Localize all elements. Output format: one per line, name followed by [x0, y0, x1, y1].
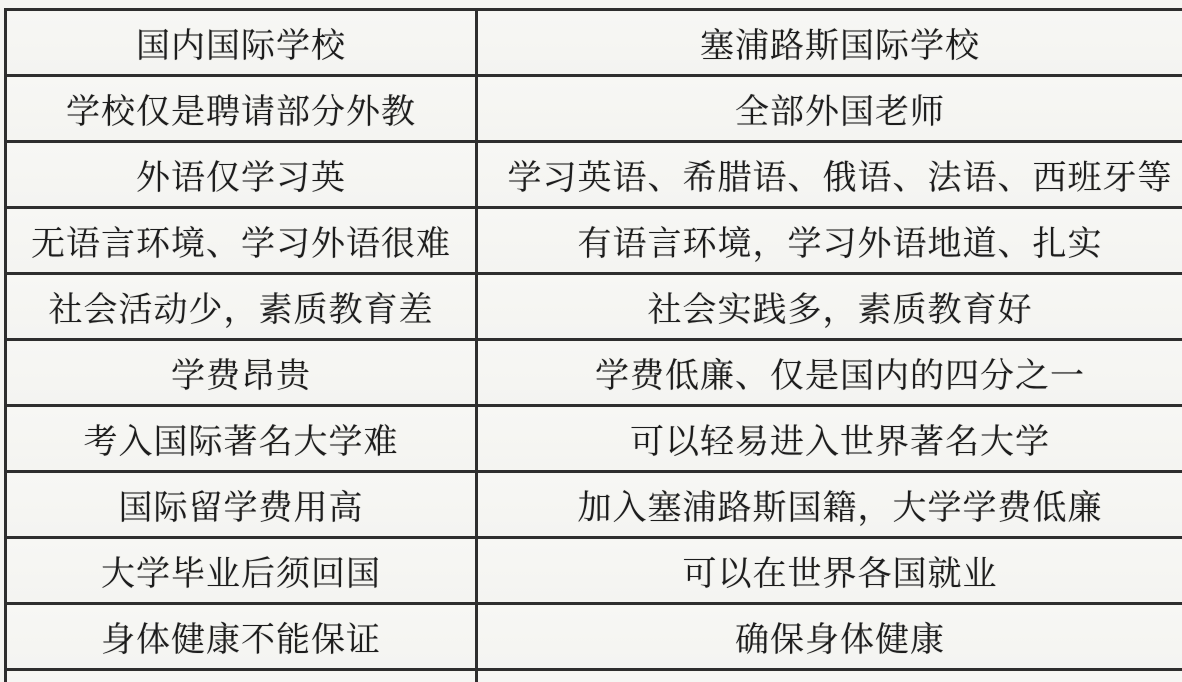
table-row	[6, 142, 1182, 208]
header-cell-cyprus: 塞浦路斯国际学校	[477, 10, 1182, 76]
cell-domestic: 外语仅学习英	[6, 142, 477, 208]
cell-domestic: 学费昂贵	[6, 340, 477, 406]
cell-domestic: 社会活动少，素质教育差	[6, 274, 477, 340]
cell-domestic: 学校仅是聘请部分外教	[6, 76, 477, 142]
table-row	[6, 538, 1182, 604]
table-row	[6, 340, 1182, 406]
cell-cyprus: 可以轻易进入世界著名大学	[477, 406, 1182, 472]
table-row	[6, 472, 1182, 538]
cell-cyprus: 学习英语、希腊语、俄语、法语、西班牙等	[477, 142, 1182, 208]
cell-domestic: 身体健康不能保证	[6, 604, 477, 670]
header-row	[6, 10, 1182, 76]
table-row	[6, 604, 1182, 670]
cell-cyprus: 全部外国老师	[477, 76, 1182, 142]
table-row-partial	[6, 670, 1182, 682]
cell-cyprus: 加入塞浦路斯国籍，大学学费低廉	[477, 472, 1182, 538]
cell-domestic-partial	[6, 670, 477, 682]
cell-domestic: 国际留学费用高	[6, 472, 477, 538]
cell-domestic: 考入国际著名大学难	[6, 406, 477, 472]
cell-domestic: 大学毕业后须回国	[6, 538, 477, 604]
table-row	[6, 274, 1182, 340]
cell-cyprus-partial	[477, 670, 1182, 682]
comparison-table	[4, 8, 1182, 682]
cell-cyprus: 学费低廉、仅是国内的四分之一	[477, 340, 1182, 406]
table-row	[6, 208, 1182, 274]
cell-cyprus: 有语言环境，学习外语地道、扎实	[477, 208, 1182, 274]
cell-cyprus: 社会实践多，素质教育好	[477, 274, 1182, 340]
cell-cyprus: 确保身体健康	[477, 604, 1182, 670]
table-row	[6, 76, 1182, 142]
table-row	[6, 406, 1182, 472]
cell-domestic: 无语言环境、学习外语很难	[6, 208, 477, 274]
cell-cyprus: 可以在世界各国就业	[477, 538, 1182, 604]
header-cell-domestic: 国内国际学校	[6, 10, 477, 76]
